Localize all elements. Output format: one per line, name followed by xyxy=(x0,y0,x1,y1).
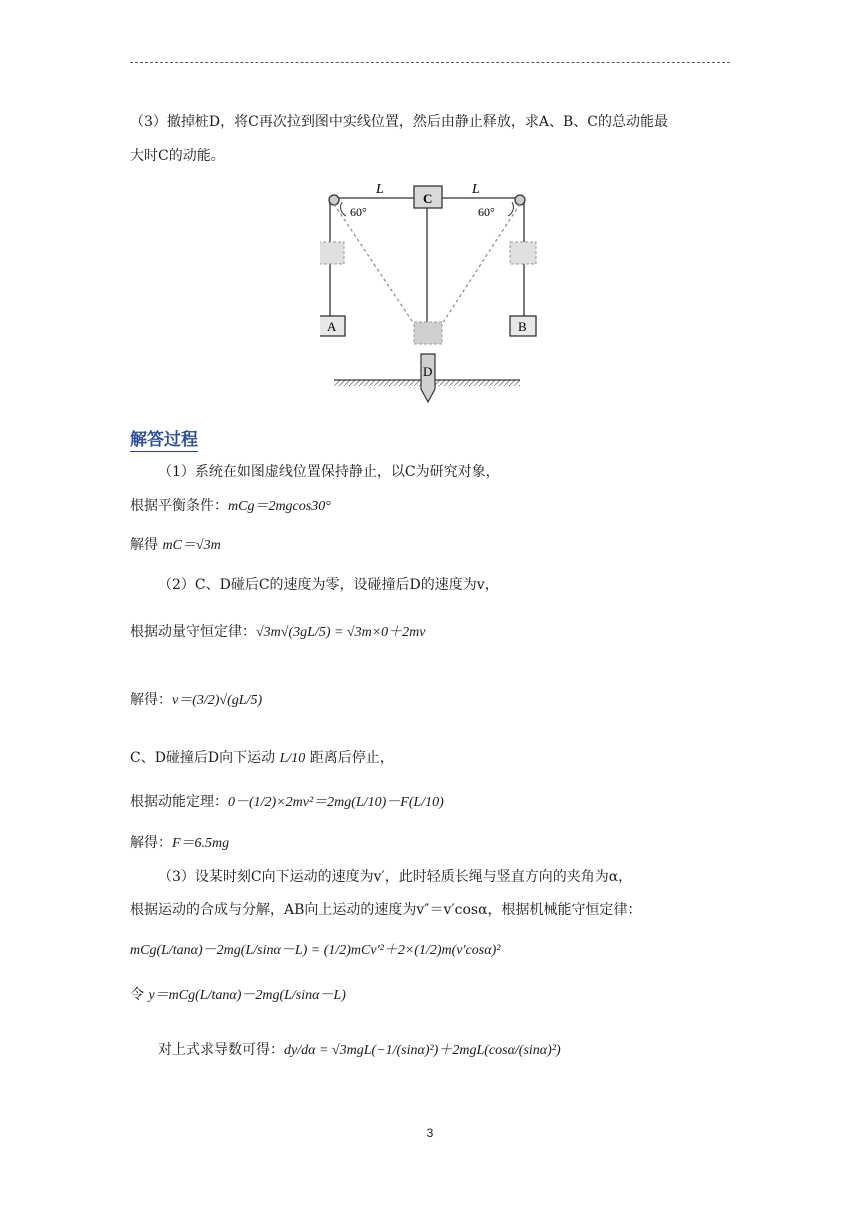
label-b: B xyxy=(518,319,527,334)
s3-text2: 根据运动的合成与分解，AB向上运动的速度为v″＝v′cosα，根据机械能守恒定律： xyxy=(130,902,642,918)
s2-F: 解得：F＝6.5mg xyxy=(130,835,230,851)
s2-energy-eq: 0－(1/2)×2mv²＝2mg(L/10)－F(L/10) xyxy=(228,795,444,810)
s1-text: （1）系统在如图虚线位置保持静止，以C为研究对象， xyxy=(158,464,500,480)
s3-deriv: 对上式求导数可得：dy/dα = √3mgL(−1/(sinα)²)＋2mgL(cosα/(sinα)²) xyxy=(158,1042,561,1058)
label-l-right: L xyxy=(472,182,480,197)
s3-y: 令 y＝mCg(L/tanα)－2mg(L/sinα－L) xyxy=(130,987,346,1003)
header-rule xyxy=(130,62,730,63)
s2-momentum: 根据动量守恒定律：√3m√(3gL/5) = √3m×0＋2mv xyxy=(130,624,426,640)
s2-v: 解得：v＝(3/2)√(gL/5) xyxy=(130,692,263,708)
s1-balance: 根据平衡条件：mCg＝2mgcos30° xyxy=(130,498,331,514)
label-c: C xyxy=(423,191,433,206)
s2-F-eq: F＝6.5mg xyxy=(172,836,230,851)
s3-text: （3）设某时刻C向下运动的速度为v′，此时轻质长绳与竖直方向的夹角为α， xyxy=(158,869,633,885)
s1-balance-eq: mCg＝2mgcos30° xyxy=(228,499,331,514)
solution-title: 解答过程 xyxy=(130,425,198,452)
s3-y-eq: y＝mCg(L/tanα)－2mg(L/sinα－L) xyxy=(148,988,346,1003)
dashed-block-a xyxy=(320,242,344,264)
dashed-block-b xyxy=(510,242,536,264)
s2-v-eq: v＝(3/2)√(gL/5) xyxy=(172,693,263,708)
page-number: 3 xyxy=(426,1126,434,1140)
s3-energy-eq: mCg(L/tanα)－2mg(L/sinα－L) = (1/2)mCv′²＋2×(1/2)m(v′cosα)² xyxy=(130,943,501,958)
s1-result: 解得 mC＝√3m xyxy=(130,537,221,553)
s2-energy: 根据动能定理：0－(1/2)×2mv²＝2mg(L/10)－F(L/10) xyxy=(130,794,444,810)
s2-d-frac: L/10 xyxy=(279,751,306,766)
s3-energy xyxy=(130,940,500,961)
s2-momentum-eq: √3m√(3gL/5) = √3m×0＋2mv xyxy=(256,625,426,640)
s3-deriv-eq: dy/dα = √3mgL(−1/(sinα)²)＋2mgL(cosα/(sinα)²) xyxy=(284,1043,561,1058)
s2-text: （2）C、D碰后C的速度为零，设碰撞后D的速度为v， xyxy=(158,577,499,593)
problem-line-1: （3）撤掉桩D，将C再次拉到图中实线位置，然后由静止释放，求A、B、C的总动能最 xyxy=(130,114,668,130)
pulley-figure xyxy=(320,180,540,405)
angle-right-label: 60° xyxy=(478,205,495,219)
angle-left-label: 60° xyxy=(350,205,367,219)
dashed-block-c xyxy=(414,322,442,344)
s2-d-text: C、D碰撞后D向下运动 L/10 距离后停止， xyxy=(130,750,394,766)
problem-line-2: 大时C的动能。 xyxy=(130,148,225,164)
label-d: D xyxy=(423,364,433,379)
s1-result-eq: mC＝√3m xyxy=(162,538,221,553)
label-l-left: L xyxy=(376,182,384,197)
label-a: A xyxy=(327,319,337,334)
